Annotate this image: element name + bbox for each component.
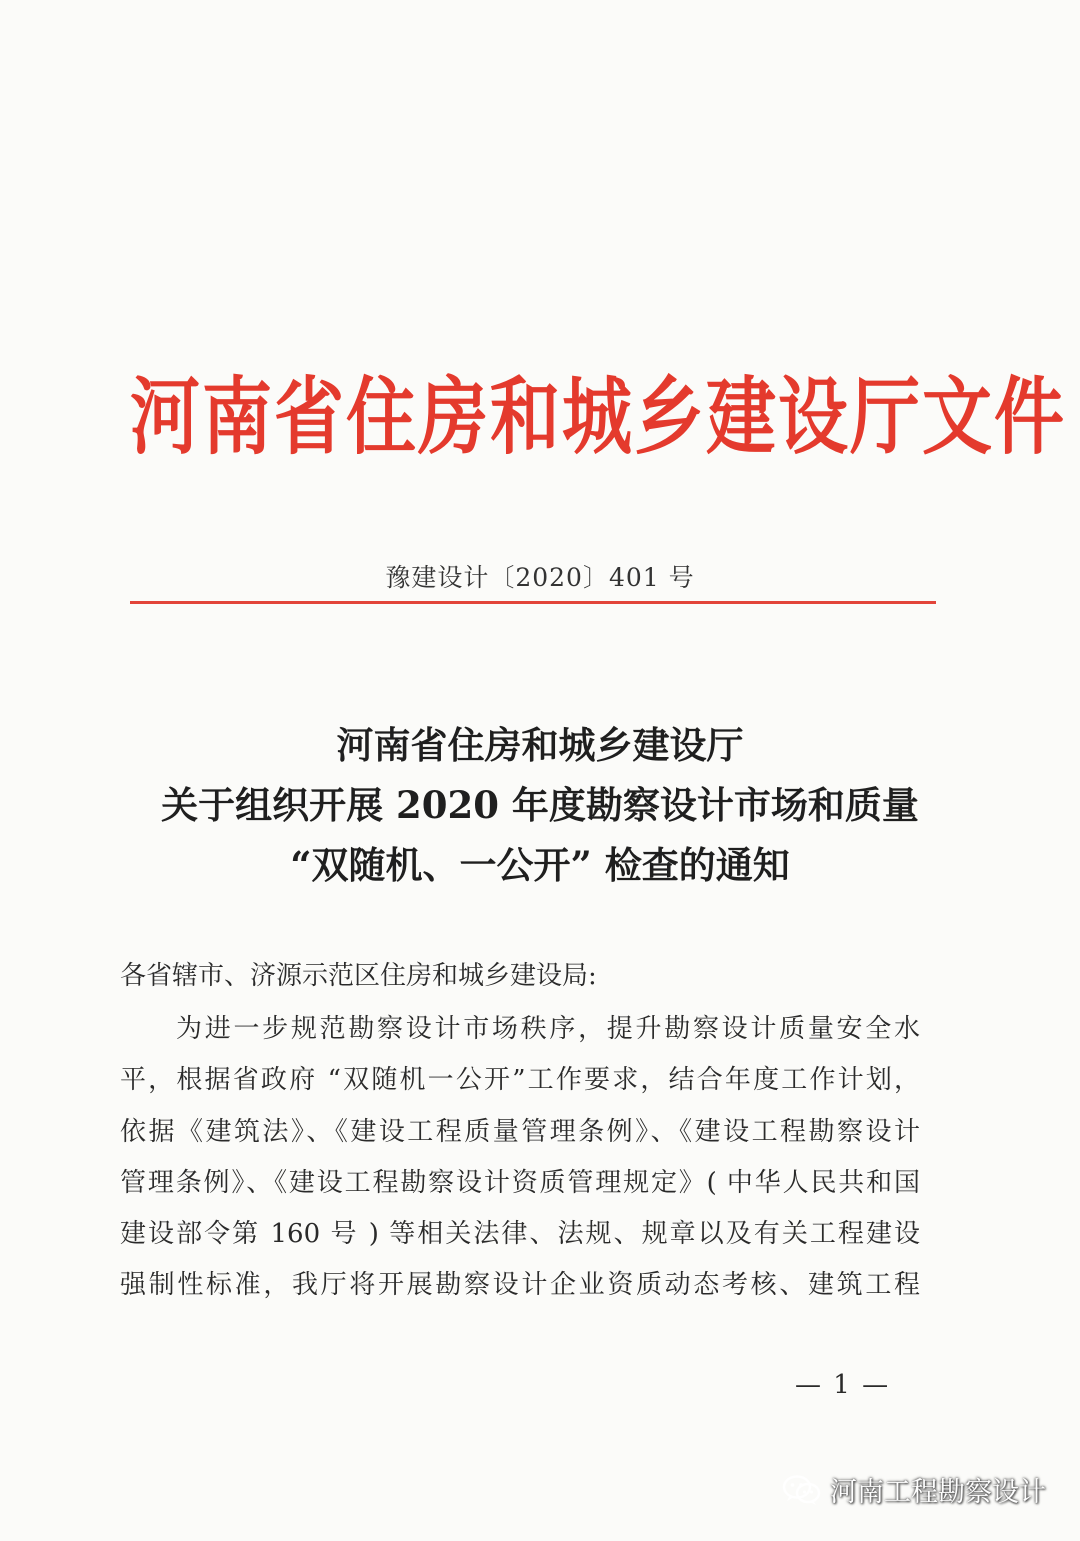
wechat-watermark [782, 1470, 1046, 1509]
salutation: 各省辖市、济源示范区住房和城乡建设局: [120, 961, 597, 991]
watermark-text: 河南工程勘察设计 [830, 1477, 1046, 1508]
body-text [120, 1004, 920, 1312]
notice-title-line: 关于组织开展 2020 年度勘察设计市场和质量 [161, 783, 919, 827]
page-number: — 1 — [795, 1370, 891, 1400]
body-line: 为进一步规范勘察设计市场秩序，提升勘察设计质量安全水 [176, 1014, 920, 1044]
notice-title-line: “双随机、一公开” 检查的通知 [290, 843, 790, 887]
document-number: 豫建设计〔2020〕401 号 [385, 563, 695, 592]
body-line: 管理条例》、《建设工程勘察设计资质管理规定》( 中华人民共和国 [120, 1167, 920, 1198]
body-line: 平，根据省政府 “双随机一公开”工作要求，结合年度工作计划， [120, 1065, 920, 1096]
notice-title-line: 河南省住房和城乡建设厅 [336, 723, 744, 767]
body-line: 依据《建筑法》、《建设工程质量管理条例》、《建设工程勘察设计 [120, 1116, 920, 1147]
body-line: 建设部令第 160 号 ) 等相关法律、法规、规章以及有关工程建设 [120, 1219, 920, 1250]
notice-title [100, 715, 980, 895]
document-header-title: 河南省住房和城乡建设厅文件 [130, 366, 1066, 467]
body-line: 强制性标准，我厅将开展勘察设计企业资质动态考核、建筑工程 [120, 1270, 920, 1301]
wechat-icon [782, 1474, 822, 1506]
red-divider-line [130, 601, 936, 604]
